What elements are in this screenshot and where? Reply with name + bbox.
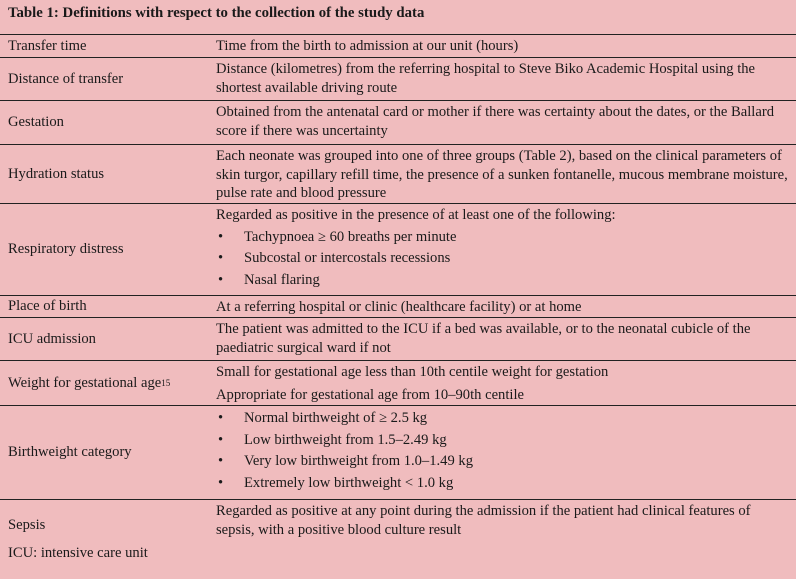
definition-cell [216, 296, 796, 317]
definition-text: Small for gestational age less than 10th centile weight for gestation [216, 364, 609, 380]
definition-cell [216, 500, 796, 550]
term-label: Weight for gestational age [8, 374, 162, 391]
term-label: Place of birth [8, 298, 87, 314]
definition-cell [216, 406, 796, 499]
table-row [0, 500, 796, 550]
term-label: Birthweight category [8, 444, 132, 460]
bullet-item: • Nasal flaring [216, 271, 792, 290]
table-row [0, 318, 796, 361]
term-cell [0, 406, 216, 499]
definition-text: Each neonate was grouped into one of three groups (Table 2), based on the clinical parameters of skin turgor, capillary refill time, the presence of a sunken fontanelle, mucous membrane moisture, pulse rate and blood pressure [216, 148, 788, 202]
table-row [0, 204, 796, 296]
bullet-list [216, 409, 792, 492]
term-cell [0, 318, 216, 360]
table-row [0, 361, 796, 406]
definition-cell [216, 318, 796, 360]
term-cell [0, 500, 216, 550]
table-row [0, 58, 796, 101]
definition-text: At a referring hospital or clinic (healthcare facility) or at home [216, 299, 582, 315]
table-row [0, 145, 796, 204]
term-label: Distance of transfer [8, 70, 124, 87]
table-title: Table 1: Definitions with respect to the collection of the study data [8, 5, 425, 21]
bullet-list [216, 228, 792, 290]
term-cell: Weight for gestational age 15 [8, 374, 171, 391]
definition-text: Regarded as positive in the presence of at least one of the following: [216, 207, 616, 223]
table-row [0, 35, 796, 58]
term-cell [0, 145, 216, 203]
definition-cell [216, 145, 796, 203]
definition-text: Regarded as positive at any point during the admission if the patient had clinical features of sepsis, with a positive blood culture result [216, 503, 751, 538]
term-label: Transfer time [8, 37, 87, 54]
term-label: Respiratory distress [8, 241, 124, 257]
term-label: ICU admission [8, 330, 96, 347]
definition-text: The patient was admitted to the ICU if a bed was available, or to the neonatal cubicle of the paediatric surgical ward if not [216, 321, 751, 356]
bullet-item: • Subcostal or intercostals recessions [216, 249, 792, 268]
definition-text: Appropriate for gestational age from 10–90th centile [216, 386, 524, 403]
term-label: Sepsis [8, 516, 46, 533]
definition-text: Time from the birth to admission at our unit (hours) [216, 38, 519, 54]
term-label: Gestation [8, 114, 64, 130]
definition-cell [216, 58, 796, 100]
definition-text: Obtained from the antenatal card or mother if there was certainty about the dates, or the Ballard score if there was uncertainty [216, 104, 774, 139]
bullet-item: • Extremely low birthweight < 1.0 kg [216, 474, 792, 493]
bullet-item: • Very low birthweight from 1.0–1.49 kg [216, 452, 792, 471]
bullet-item: • Tachypnoea ≥ 60 breaths per minute [216, 228, 792, 247]
term-cell [0, 58, 216, 100]
term-cell [0, 35, 216, 57]
term-label: Hydration status [8, 165, 105, 182]
table-footnote: ICU: intensive care unit [8, 545, 148, 561]
table-row [0, 406, 796, 500]
term-cell [0, 296, 216, 317]
definition-cell [216, 204, 796, 295]
table-row [0, 296, 796, 318]
table-row [0, 101, 796, 145]
term-cell [0, 101, 216, 144]
term-cell [0, 204, 216, 295]
definition-text: Distance (kilometres) from the referring hospital to Steve Biko Academic Hospital using the shortest available driving route [216, 61, 756, 96]
definition-cell [216, 361, 796, 405]
definitions-table [0, 34, 796, 550]
bullet-item: • Low birthweight from 1.5–2.49 kg [216, 431, 792, 450]
bullet-item: • Normal birthweight of ≥ 2.5 kg [216, 409, 792, 428]
definition-cell [216, 101, 796, 144]
definition-cell [216, 35, 796, 57]
